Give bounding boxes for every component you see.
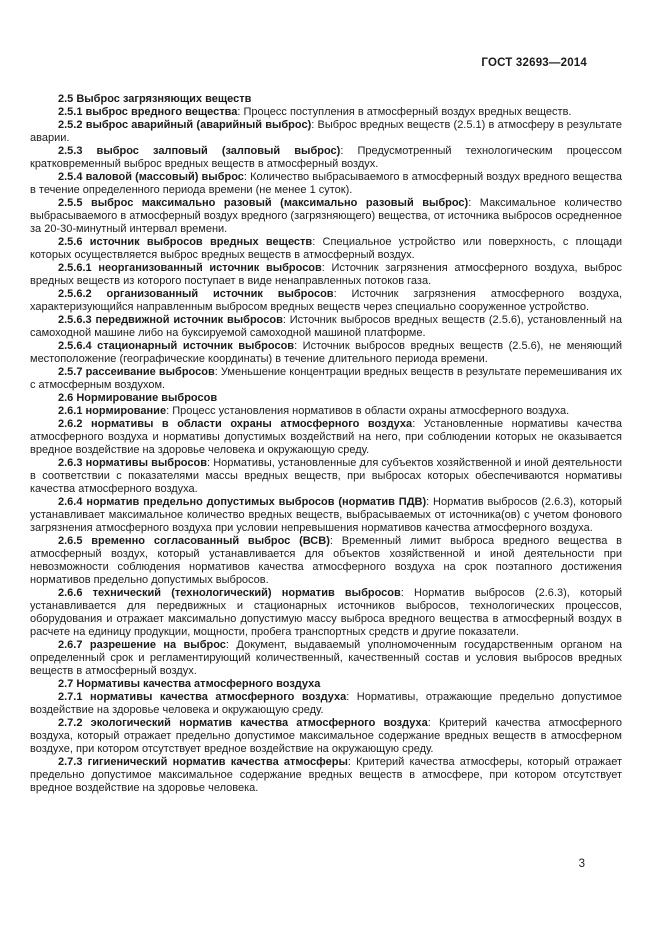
term-separator: :: [333, 288, 352, 300]
term-definition: [30, 236, 622, 262]
term-label: 2.7.3 гигиенический норматив качества атмосферы: [58, 756, 348, 768]
term-definition: [30, 717, 622, 756]
term-definition: [30, 288, 622, 314]
term-separator: :: [347, 756, 357, 768]
term-definition: [30, 457, 622, 496]
term-definition: [30, 314, 622, 340]
term-definition-text: Источник загрязнения атмосферного воздуха, характеризующийся направленным выбросом вредных веществ через специально сооруженное устройство.: [30, 288, 622, 313]
term-definition: [30, 106, 622, 119]
term-definition: [30, 119, 622, 145]
term-label: 2.5.1 выброс вредного вещества: [58, 106, 238, 118]
term-definition-text: Источник выбросов вредных веществ (2.5.6), установленный на самоходной машине либо на буксируемой самоходной машиной платформе.: [30, 314, 622, 339]
term-label: 2.5.7 рассеивание выбросов: [58, 366, 215, 378]
page-number: 3: [578, 858, 585, 870]
term-definition-text: Временный лимит выброса вредного вещества в атмосферный воздух, который устанавливается для объектов хозяйственной и иной деятельности при невозможности соблюдения нормативов качества атмосферного воздуха на срок поэтапного достижения нормативов предельно допустимых выбросов.: [30, 535, 622, 586]
term-definition-text: Критерий качества атмосферного воздуха, который отражает предельно допустимое максимальное содержание вредных веществ в атмосферном воздухе, при котором отсутствует вредное воздействие на окружающую среду.: [30, 717, 622, 755]
term-definition: [30, 496, 622, 535]
term-definition: [30, 691, 622, 717]
term-label: 2.6.1 нормирование: [58, 405, 167, 417]
term-definition-text: Нормативы, установленные для субъектов хозяйственной и иной деятельности в соответствии с показателями массы вредных веществ, при выбросах которых обеспечиваются нормативы качества атмосферного воздуха.: [30, 457, 623, 495]
term-separator: :: [340, 145, 358, 157]
term-definition-text: Нормативы, отражающие предельно допустимое воздействие на здоровье человека и окружающую среду.: [30, 691, 622, 716]
term-separator: :: [282, 314, 290, 326]
term-label: 2.6.6 технический (технологический) норматив выбросов: [58, 587, 401, 599]
term-definition: [30, 340, 622, 366]
term-label: 2.5.6.2 организованный источник выбросов: [58, 288, 334, 300]
term-separator: :: [225, 639, 237, 651]
term-label: 2.6.3 нормативы выбросов: [58, 457, 207, 469]
term-separator: :: [214, 366, 221, 378]
section-heading: 2.6 Нормирование выбросов: [58, 392, 218, 404]
term-label: 2.5.4 валовой (массовый) выброс: [58, 171, 244, 183]
term-definition: [30, 262, 622, 288]
term-label: 2.5.5 выброс максимально разовый (максимально разовый выброс): [58, 197, 469, 209]
term-label: 2.6.4 норматив предельно допустимых выбросов (норматив ПДВ): [58, 496, 427, 508]
term-separator: :: [346, 691, 357, 703]
term-separator: :: [243, 171, 251, 183]
term-definition: [30, 366, 622, 392]
term-label: 2.7.2 экологический норматив качества атмосферного воздуха: [58, 717, 428, 729]
term-definition: [30, 171, 622, 197]
term-definition-text: Источник загрязнения атмосферного воздуха, выброс вредных веществ из которого поступает в виде ненаправленных потоков газа.: [30, 262, 622, 287]
term-definition: [30, 405, 622, 418]
term-separator: :: [412, 418, 424, 430]
term-definition: [30, 756, 622, 795]
term-definition: [30, 418, 622, 457]
term-definition-text: Количество выбрасываемого в атмосферный воздух вредного вещества в течение определенного периода времени (не менее 1 суток).: [30, 171, 622, 196]
term-definition-text: Критерий качества атмосферы, который отражает предельно допустимое максимальное содержание вредных веществ в атмосфере, при котором отсутствует вредное воздействие на здоровье человека.: [30, 756, 623, 794]
document-header-designation: ГОСТ 32693—2014: [481, 57, 587, 69]
term-definition: [30, 639, 622, 678]
term-definition-text: Процесс установления нормативов в области охраны атмосферного воздуха.: [172, 405, 570, 417]
term-definition-text: Предусмотренный технологическим процессом кратковременный выброс вредных веществ в атмосферный воздух.: [30, 145, 622, 170]
term-definition-text: Документ, выдаваемый уполномоченным государственным органом на определенный срок и регламентирующий количественный, качественный состав и условия выбросов вредных веществ в атмосферный воздух.: [30, 639, 622, 677]
term-definition: [30, 587, 622, 639]
term-definition-text: Процесс поступления в атмосферный воздух вредных веществ.: [243, 106, 572, 118]
term-definition: [30, 145, 622, 171]
term-separator: :: [321, 262, 332, 274]
document-body: [30, 93, 622, 795]
term-separator: :: [468, 197, 480, 209]
term-definition-text: Установленные нормативы качества атмосферного воздуха и нормативы допустимых воздействий на него, при соблюдении которых не оказывается вредное воздействие на здоровье человека и окружающую среду.: [30, 418, 622, 456]
section-heading: 2.5 Выброс загрязняющих веществ: [58, 93, 252, 105]
term-separator: :: [312, 236, 323, 248]
term-label: 2.6.5 временно согласованный выброс (ВСВ): [58, 535, 330, 547]
term-separator: :: [400, 587, 415, 599]
term-separator: :: [426, 496, 434, 508]
term-definition-text: Уменьшение концентрации вредных веществ в результате перемешивания их с атмосферным воздухом.: [30, 366, 622, 391]
term-definition-text: Источник выбросов вредных веществ (2.5.6), не меняющий местоположение (географические координаты) в течение длительного периода времени.: [30, 340, 622, 365]
term-label: 2.5.3 выброс залповый (залповый выброс): [58, 145, 341, 157]
term-label: 2.5.6.4 стационарный источник выбросов: [58, 340, 295, 352]
term-separator: :: [294, 340, 303, 352]
term-definition-text: Специальное устройство или поверхность, с площади которых осуществляется выброс вредных веществ в атмосферный воздух.: [30, 236, 622, 261]
term-label: 2.5.6.3 передвижной источник выбросов: [58, 314, 283, 326]
term-definition-text: Норматив выбросов (2.6.3), который устанавливается для передвижных и стационарных источников выбросов, технологических процессов, оборудования и отражает максимально допустимую массу выброса вредного вещества в атмосферный воздух в расчете на единицу продукции, мощности, пробега транспортных средств и другие показатели.: [30, 587, 623, 638]
term-separator: :: [427, 717, 439, 729]
term-definition: [30, 197, 622, 236]
term-definition-text: Выброс вредных веществ (2.5.1) в атмосферу в результате аварии.: [30, 119, 622, 144]
term-definition: [30, 535, 622, 587]
term-separator: :: [237, 106, 244, 118]
term-definition-text: Норматив выбросов (2.6.3), который устанавливает максимальное количество вредных веществ, выбрасываемых от источника(ов) с учетом фонового загрязнения атмосферного воздуха при условии непревышения нормативов качества атмосферного воздуха.: [30, 496, 622, 534]
section-heading: 2.7 Нормативы качества атмосферного воздуха: [58, 678, 321, 690]
term-separator: :: [311, 119, 318, 131]
term-label: 2.7.1 нормативы качества атмосферного воздуха: [58, 691, 347, 703]
term-label: 2.6.2 нормативы в области охраны атмосферного воздуха: [58, 418, 413, 430]
term-definition-text: Максимальное количество выбрасываемого в атмосферный воздух вредного (загрязняющего) вещества, от источника выбросов осредненное за 20-30-минутный интервал времени.: [30, 197, 622, 235]
term-label: 2.5.2 выброс аварийный (аварийный выброс): [58, 119, 312, 131]
term-label: 2.5.6.1 неорганизованный источник выбросов: [58, 262, 322, 274]
term-label: 2.6.7 разрешение на выброс: [58, 639, 226, 651]
term-separator: :: [206, 457, 214, 469]
term-separator: :: [329, 535, 342, 547]
term-label: 2.5.6 источник выбросов вредных веществ: [58, 236, 313, 248]
term-separator: :: [166, 405, 173, 417]
